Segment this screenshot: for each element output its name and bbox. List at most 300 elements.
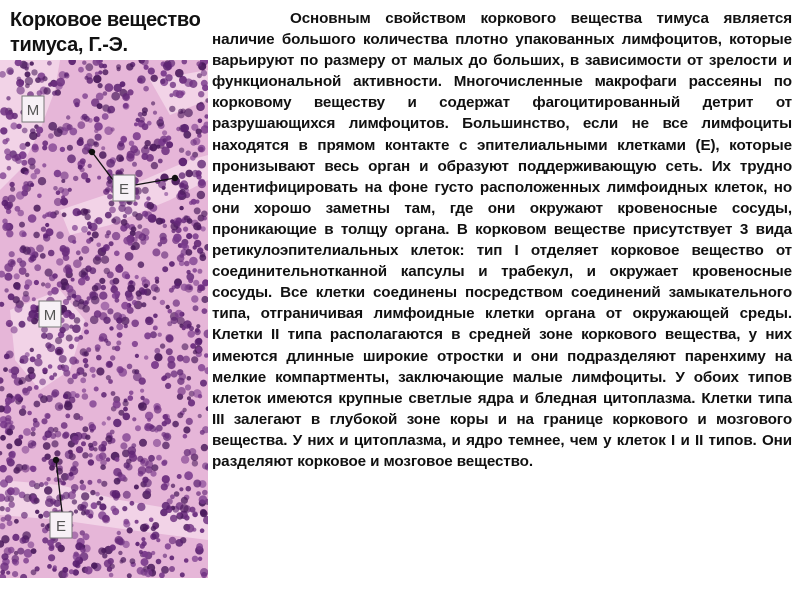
lymphocyte-nucleus [153, 314, 158, 319]
lymphocyte-nucleus [94, 387, 99, 392]
lymphocyte-nucleus [106, 230, 111, 235]
label-m-mid [39, 301, 61, 327]
lymphocyte-nucleus [154, 353, 162, 361]
lymphocyte-nucleus [48, 250, 55, 257]
lymphocyte-nucleus [188, 278, 193, 283]
lymphocyte-nucleus [6, 443, 12, 449]
lymphocyte-nucleus [114, 251, 120, 257]
lymphocyte-nucleus [183, 434, 188, 439]
lymphocyte-nucleus [118, 551, 122, 555]
lymphocyte-nucleus [192, 460, 198, 466]
lymphocyte-nucleus [185, 170, 193, 178]
lymphocyte-nucleus [197, 73, 202, 78]
lymphocyte-nucleus [202, 490, 208, 496]
lymphocyte-nucleus [116, 64, 121, 69]
lymphocyte-nucleus [155, 280, 159, 284]
lymphocyte-nucleus [194, 329, 200, 335]
lymphocyte-nucleus [97, 479, 102, 484]
lymphocyte-nucleus [14, 273, 20, 279]
lymphocyte-nucleus [196, 170, 202, 176]
lymphocyte-nucleus [147, 418, 151, 422]
lymphocyte-nucleus [43, 442, 51, 450]
lymphocyte-nucleus [147, 202, 155, 210]
lymphocyte-nucleus [144, 332, 151, 339]
lymphocyte-nucleus [138, 261, 145, 268]
lymphocyte-nucleus [171, 370, 178, 377]
lymphocyte-nucleus [30, 356, 36, 362]
lymphocyte-nucleus [193, 233, 199, 239]
lymphocyte-nucleus [137, 456, 143, 462]
lymphocyte-nucleus [32, 297, 36, 301]
lymphocyte-nucleus [62, 365, 69, 372]
lymphocyte-nucleus [81, 172, 88, 179]
lymphocyte-nucleus [196, 543, 203, 550]
lymphocyte-nucleus [80, 377, 86, 383]
lymphocyte-nucleus [138, 402, 147, 411]
lymphocyte-nucleus [173, 218, 182, 227]
lymphocyte-nucleus [40, 395, 48, 403]
lymphocyte-nucleus [144, 211, 152, 219]
lymphocyte-nucleus [115, 457, 120, 462]
lymphocyte-nucleus [122, 433, 131, 442]
lymphocyte-nucleus [82, 393, 89, 400]
lymphocyte-nucleus [110, 490, 117, 497]
lymphocyte-nucleus [64, 402, 73, 411]
lymphocyte-nucleus [95, 344, 101, 350]
lymphocyte-nucleus [115, 346, 121, 352]
lymphocyte-nucleus [19, 222, 25, 228]
lymphocyte-nucleus [145, 488, 151, 494]
lymphocyte-nucleus [186, 270, 190, 274]
lymphocyte-nucleus [34, 385, 39, 390]
lymphocyte-nucleus [31, 431, 36, 436]
lymphocyte-nucleus [123, 413, 131, 421]
lymphocyte-nucleus [151, 284, 159, 292]
lymphocyte-nucleus [109, 573, 114, 578]
lymphocyte-nucleus [108, 379, 113, 384]
lymphocyte-nucleus [101, 285, 106, 290]
thymus-cortex-micrograph [0, 60, 208, 578]
lymphocyte-nucleus [5, 489, 12, 496]
lymphocyte-nucleus [13, 468, 19, 474]
lymphocyte-nucleus [72, 225, 78, 231]
lymphocyte-nucleus [9, 452, 16, 459]
lymphocyte-nucleus [84, 116, 90, 122]
lymphocyte-nucleus [193, 222, 201, 230]
lymphocyte-nucleus [126, 63, 133, 70]
lymphocyte-nucleus [99, 292, 107, 300]
lymphocyte-nucleus [123, 214, 127, 218]
lymphocyte-nucleus [163, 554, 167, 558]
lymphocyte-nucleus [17, 258, 23, 264]
label-m-top-text: M [26, 102, 40, 119]
lymphocyte-nucleus [153, 111, 157, 115]
lymphocyte-nucleus [122, 271, 130, 279]
lymphocyte-nucleus [61, 179, 65, 183]
lymphocyte-nucleus [176, 90, 184, 98]
lymphocyte-nucleus [101, 302, 110, 311]
lymphocyte-nucleus [200, 380, 207, 387]
lymphocyte-nucleus [33, 418, 38, 423]
lymphocyte-nucleus [84, 322, 89, 327]
lymphocyte-nucleus [77, 367, 85, 375]
lymphocyte-nucleus [179, 182, 185, 188]
lymphocyte-nucleus [30, 255, 37, 262]
lymphocyte-nucleus [101, 146, 105, 150]
lymphocyte-nucleus [86, 238, 91, 243]
lymphocyte-nucleus [19, 267, 27, 275]
lymphocyte-nucleus [177, 412, 183, 418]
lymphocyte-nucleus [36, 354, 41, 359]
lymphocyte-nucleus [30, 183, 34, 187]
lymphocyte-nucleus [106, 159, 115, 168]
lymphocyte-nucleus [180, 572, 185, 577]
lymphocyte-nucleus [6, 351, 14, 359]
lymphocyte-nucleus [22, 128, 28, 134]
lymphocyte-nucleus [97, 501, 102, 506]
lymphocyte-nucleus [196, 324, 200, 328]
lymphocyte-nucleus [103, 317, 110, 324]
lymphocyte-nucleus [80, 208, 87, 215]
lymphocyte-nucleus [7, 520, 13, 526]
lymphocyte-nucleus [165, 383, 171, 389]
lymphocyte-nucleus [133, 132, 141, 140]
lymphocyte-nucleus [41, 282, 45, 286]
lymphocyte-nucleus [175, 310, 183, 318]
lymphocyte-nucleus [122, 506, 127, 511]
lymphocyte-nucleus [161, 251, 168, 258]
lymphocyte-nucleus [79, 270, 87, 278]
lymphocyte-nucleus [65, 264, 72, 271]
lymphocyte-nucleus [125, 252, 134, 261]
lymphocyte-nucleus [78, 165, 83, 170]
lymphocyte-nucleus [87, 231, 91, 235]
lymphocyte-nucleus [80, 505, 86, 511]
lymphocyte-nucleus [154, 406, 162, 414]
lymphocyte-nucleus [174, 283, 180, 289]
lymphocyte-nucleus [84, 363, 89, 368]
lymphocyte-nucleus [88, 225, 92, 229]
lymphocyte-nucleus [42, 457, 47, 462]
lymphocyte-nucleus [56, 349, 62, 355]
lymphocyte-nucleus [22, 446, 30, 454]
lymphocyte-nucleus [191, 199, 197, 205]
lymphocyte-nucleus [48, 143, 57, 152]
lymphocyte-nucleus [44, 481, 48, 485]
lymphocyte-nucleus [31, 569, 37, 575]
lymphocyte-nucleus [22, 388, 28, 394]
lymphocyte-nucleus [1, 553, 8, 560]
lymphocyte-nucleus [137, 503, 145, 511]
lymphocyte-nucleus [73, 300, 80, 307]
lymphocyte-nucleus [128, 241, 133, 246]
lymphocyte-nucleus [35, 510, 39, 514]
lymphocyte-nucleus [12, 534, 19, 541]
lymphocyte-nucleus [13, 559, 19, 565]
lymphocyte-nucleus [34, 280, 39, 285]
lymphocyte-nucleus [200, 252, 206, 258]
lymphocyte-nucleus [177, 317, 185, 325]
lymphocyte-nucleus [61, 278, 69, 286]
lymphocyte-nucleus [24, 171, 28, 175]
lymphocyte-nucleus [177, 474, 182, 479]
lymphocyte-nucleus [80, 484, 86, 490]
lymphocyte-nucleus [85, 276, 90, 281]
lymphocyte-nucleus [171, 317, 178, 324]
lymphocyte-nucleus [137, 567, 145, 575]
lymphocyte-nucleus [28, 541, 35, 548]
lymphocyte-nucleus [11, 326, 18, 333]
lymphocyte-nucleus [138, 466, 146, 474]
lymphocyte-nucleus [156, 538, 160, 542]
label-m-mid-text: M [43, 307, 57, 324]
lymphocyte-nucleus [148, 68, 155, 75]
lymphocyte-nucleus [201, 226, 206, 231]
lymphocyte-nucleus [180, 504, 189, 513]
lymphocyte-nucleus [181, 455, 189, 463]
slide-title: Корковое вещество тимуса, Г.-Э. [10, 9, 201, 56]
lymphocyte-nucleus [90, 367, 96, 373]
lymphocyte-nucleus [28, 440, 37, 449]
lymphocyte-nucleus [49, 375, 54, 380]
lymphocyte-nucleus [90, 429, 94, 433]
lymphocyte-nucleus [66, 285, 74, 293]
lymphocyte-nucleus [6, 320, 13, 327]
lymphocyte-nucleus [192, 556, 198, 562]
lymphocyte-nucleus [112, 232, 120, 240]
label-e-upper-text: E [118, 181, 130, 198]
lymphocyte-nucleus [109, 207, 116, 214]
lymphocyte-nucleus [20, 355, 29, 364]
lymphocyte-nucleus [29, 132, 37, 140]
lymphocyte-nucleus [63, 394, 68, 399]
lymphocyte-nucleus [0, 435, 6, 441]
lymphocyte-nucleus [169, 106, 175, 112]
lymphocyte-nucleus [55, 402, 64, 411]
lymphocyte-nucleus [169, 556, 174, 561]
lymphocyte-nucleus [197, 269, 202, 274]
lymphocyte-nucleus [45, 223, 49, 227]
lymphocyte-nucleus [6, 67, 14, 75]
lymphocyte-nucleus [198, 91, 204, 97]
lymphocyte-nucleus [31, 173, 37, 179]
lymphocyte-nucleus [5, 415, 11, 421]
lymphocyte-nucleus [159, 119, 163, 123]
lymphocyte-nucleus [44, 413, 50, 419]
lymphocyte-nucleus [53, 186, 58, 191]
lymphocyte-nucleus [160, 343, 165, 348]
lymphocyte-nucleus [64, 73, 69, 78]
lymphocyte-nucleus [42, 214, 46, 218]
lymphocyte-nucleus [96, 454, 103, 461]
lymphocyte-nucleus [23, 558, 29, 564]
lymphocyte-nucleus [187, 396, 191, 400]
lymphocyte-nucleus [141, 277, 147, 283]
lymphocyte-nucleus [141, 537, 145, 541]
lymphocyte-nucleus [6, 571, 10, 575]
lymphocyte-nucleus [179, 487, 183, 491]
lymphocyte-nucleus [72, 240, 76, 244]
lymphocyte-nucleus [38, 177, 46, 185]
label-m-top [22, 96, 44, 122]
lymphocyte-nucleus [108, 106, 116, 114]
lymphocyte-nucleus [83, 533, 90, 540]
lymphocyte-nucleus [126, 293, 134, 301]
lymphocyte-nucleus [37, 90, 43, 96]
lymphocyte-nucleus [123, 400, 129, 406]
lymphocyte-nucleus [137, 224, 142, 229]
lymphocyte-nucleus [22, 185, 29, 192]
lymphocyte-nucleus [51, 81, 58, 88]
lymphocyte-nucleus [90, 490, 95, 495]
lymphocyte-nucleus [145, 317, 154, 326]
lymphocyte-nucleus [4, 273, 12, 281]
lymphocyte-nucleus [162, 266, 168, 272]
lymphocyte-nucleus [7, 166, 12, 171]
lymphocyte-nucleus [39, 379, 46, 386]
lymphocyte-nucleus [87, 480, 92, 485]
lymphocyte-nucleus [17, 77, 22, 82]
lymphocyte-nucleus [116, 366, 123, 373]
lymphocyte-nucleus [197, 191, 205, 199]
lymphocyte-nucleus [161, 460, 167, 466]
lymphocyte-nucleus [190, 155, 196, 161]
pointer-dot-e-upper-left [89, 149, 95, 155]
lymphocyte-nucleus [123, 103, 130, 110]
lymphocyte-nucleus [82, 61, 86, 65]
lymphocyte-nucleus [12, 155, 19, 162]
lymphocyte-nucleus [127, 364, 133, 370]
lymphocyte-nucleus [127, 285, 135, 293]
lymphocyte-nucleus [43, 511, 50, 518]
lymphocyte-nucleus [129, 141, 135, 147]
lymphocyte-nucleus [134, 122, 138, 126]
lymphocyte-nucleus [166, 348, 173, 355]
lymphocyte-nucleus [166, 305, 170, 309]
lymphocyte-nucleus [47, 61, 52, 66]
lymphocyte-nucleus [192, 268, 197, 273]
lymphocyte-nucleus [22, 531, 31, 540]
lymphocyte-nucleus [34, 401, 41, 408]
lymphocyte-nucleus [200, 568, 208, 576]
lymphocyte-nucleus [99, 278, 105, 284]
lymphocyte-nucleus [196, 491, 201, 496]
lymphocyte-nucleus [152, 296, 156, 300]
lymphocyte-nucleus [25, 279, 32, 286]
lymphocyte-nucleus [116, 341, 121, 346]
lymphocyte-nucleus [148, 455, 155, 462]
lymphocyte-nucleus [31, 427, 36, 432]
lymphocyte-nucleus [89, 400, 96, 407]
lymphocyte-nucleus [128, 395, 134, 401]
lymphocyte-nucleus [11, 373, 17, 379]
lymphocyte-nucleus [103, 91, 108, 96]
lymphocyte-nucleus [98, 83, 103, 88]
lymphocyte-nucleus [112, 508, 119, 515]
lymphocyte-nucleus [140, 524, 148, 532]
label-e-upper [113, 175, 135, 201]
lymphocyte-nucleus [107, 416, 111, 420]
lymphocyte-nucleus [167, 361, 175, 369]
lymphocyte-nucleus [145, 466, 152, 473]
lymphocyte-nucleus [156, 218, 163, 225]
lymphocyte-nucleus [95, 492, 100, 497]
lymphocyte-nucleus [184, 108, 193, 117]
lymphocyte-nucleus [16, 286, 21, 291]
lymphocyte-nucleus [44, 486, 52, 494]
lymphocyte-nucleus [73, 98, 80, 105]
lymphocyte-nucleus [109, 326, 113, 330]
lymphocyte-nucleus [78, 278, 86, 286]
lymphocyte-nucleus [97, 103, 103, 109]
lymphocyte-nucleus [61, 422, 68, 429]
lymphocyte-nucleus [165, 74, 172, 81]
lymphocyte-nucleus [156, 559, 162, 565]
lymphocyte-nucleus [36, 245, 44, 253]
lymphocyte-nucleus [82, 93, 88, 99]
lymphocyte-nucleus [189, 448, 197, 456]
lymphocyte-nucleus [99, 151, 107, 159]
lymphocyte-nucleus [154, 348, 160, 354]
lymphocyte-nucleus [39, 482, 44, 487]
lymphocyte-nucleus [80, 547, 86, 553]
lymphocyte-nucleus [104, 338, 108, 342]
lymphocyte-nucleus [56, 258, 63, 265]
lymphocyte-nucleus [161, 70, 167, 76]
lymphocyte-nucleus [177, 378, 184, 385]
lymphocyte-nucleus [130, 558, 136, 564]
lymphocyte-nucleus [104, 268, 110, 274]
lymphocyte-nucleus [42, 368, 48, 374]
lymphocyte-nucleus [135, 354, 139, 358]
lymphocyte-nucleus [3, 367, 8, 372]
lymphocyte-nucleus [158, 159, 163, 164]
lymphocyte-nucleus [25, 83, 30, 88]
lymphocyte-nucleus [54, 198, 62, 206]
lymphocyte-nucleus [18, 380, 23, 385]
lymphocyte-nucleus [53, 565, 57, 569]
lymphocyte-nucleus [198, 414, 202, 418]
lymphocyte-nucleus [153, 439, 161, 447]
lymphocyte-nucleus [192, 528, 196, 532]
lymphocyte-nucleus [5, 154, 12, 161]
lymphocyte-nucleus [134, 485, 139, 490]
lymphocyte-nucleus [186, 418, 193, 425]
lymphocyte-nucleus [88, 453, 92, 457]
lymphocyte-nucleus [177, 387, 185, 395]
lymphocyte-nucleus [10, 187, 15, 192]
lymphocyte-nucleus [116, 317, 122, 323]
lymphocyte-nucleus [121, 219, 128, 226]
lymphocyte-nucleus [133, 202, 137, 206]
lymphocyte-nucleus [50, 433, 56, 439]
lymphocyte-nucleus [102, 69, 108, 75]
lymphocyte-nucleus [164, 192, 168, 196]
lymphocyte-nucleus [107, 194, 113, 200]
lymphocyte-nucleus [166, 141, 173, 148]
lymphocyte-nucleus [161, 376, 166, 381]
lymphocyte-nucleus [182, 326, 186, 330]
lymphocyte-nucleus [160, 300, 165, 305]
lymphocyte-nucleus [81, 226, 88, 233]
lymphocyte-nucleus [72, 294, 77, 299]
lymphocyte-nucleus [160, 237, 168, 245]
lymphocyte-nucleus [66, 335, 73, 342]
lymphocyte-nucleus [186, 249, 193, 256]
lymphocyte-nucleus [97, 176, 101, 180]
lymphocyte-nucleus [6, 138, 10, 142]
lymphocyte-nucleus [98, 444, 106, 452]
